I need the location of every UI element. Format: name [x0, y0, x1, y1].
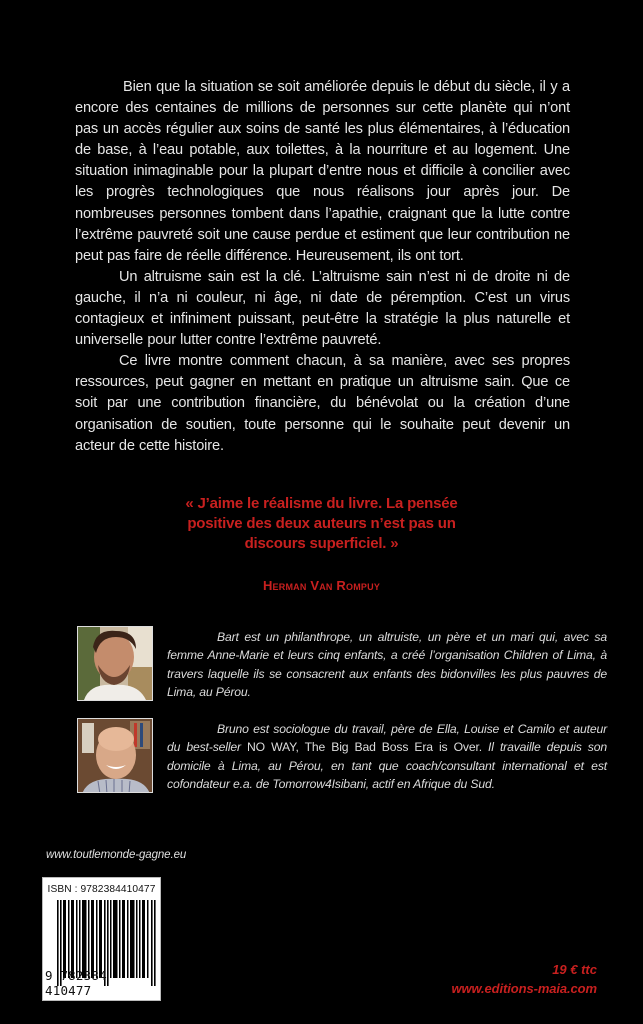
author-photo-bart [77, 626, 153, 701]
summary-paragraph-3: Ce livre montre comment chacun, à sa manière, avec ses propres ressources, peut gagner en mettant en pratique un altruisme sain. Que ce soit par une contribution financière, du bénévolat ou la création d’une organisation de soutien, toute personne qui le souhaite peut devenir un acteur de cette histoire. [75, 353, 570, 454]
publisher-website-link[interactable]: www.editions-maia.com [451, 981, 597, 996]
isbn-digits: 9 782384 410477 [45, 968, 107, 998]
bio-text: Bart est un philanthrope, un altruiste, un père et un mari qui, avec sa femme Anne-Marie et leurs cinq enfants, a créé l’organisation Children of Lima, à travers laquelle ils se consacrent aux enfants des bidonvilles les plus pauvres de Lima, au Pérou. [167, 630, 607, 700]
book-website-link[interactable]: www.toutlemonde-gagne.eu [46, 849, 187, 861]
summary-paragraph-1: Bien que la situation se soit améliorée depuis le début du siècle, il y a encore des centaines de millions de personnes sur cette planète qui n’ont pas un accès régulier aux soins de santé les plus élémentaires, à l’éducation de base, à l’eau potable, aux toilettes, à la nourriture et au logement. Une situation inimaginable pour la plupart d’entre nous et difficile à concilier avec les progrès technologiques que nous réalisons jour après jour. De nombreuses personnes tombent dans l’apathie, craignant que la lutte contre l’extrême pauvreté soit une cause perdue et estiment que leur contribution ne peut pas faire de réelle différence. Heureusement, ils ont tort. [75, 79, 570, 264]
summary-paragraph-2: Un altruisme sain est la clé. L’altruisme sain n’est ni de droite ni de gauche, il n’a ni couleur, ni âge, ni date de péremption. C’est un virus contagieux et infiniment puissant, peut-être la stratégie la plus naturelle et universelle pour lutter contre l’extrême pauvreté. [75, 268, 570, 349]
bio-text: Bruno est sociologue du travail, père de Ella, Louise et Camilo et auteur du best-seller [167, 722, 607, 755]
price-label: 19 € ttc [552, 962, 597, 977]
author-photo-bruno [77, 718, 153, 793]
summary-text [75, 77, 570, 457]
bio-book-title: NO WAY, The Big Bad Boss Era is Over. [247, 740, 482, 755]
bio-text-continued: Il travaille depuis son domicile à Lima, au Pérou, en tant que coach/consultant international et est cofondateur e.a. de Tomorrow4Isibani, actif en Afrique du Sud. [167, 740, 607, 792]
isbn-barcode [42, 877, 161, 1001]
isbn-label: ISBN : 9782384410477 [47, 884, 156, 895]
author-bio-bruno [167, 720, 607, 794]
testimonial-author: Herman Van Rompuy [262, 578, 381, 593]
author-bio-bart [167, 628, 607, 702]
testimonial-quote: « J’aime le réalisme du livre. La pensée positive des deux auteurs n’est pas un discours superficiel. » [185, 495, 458, 552]
